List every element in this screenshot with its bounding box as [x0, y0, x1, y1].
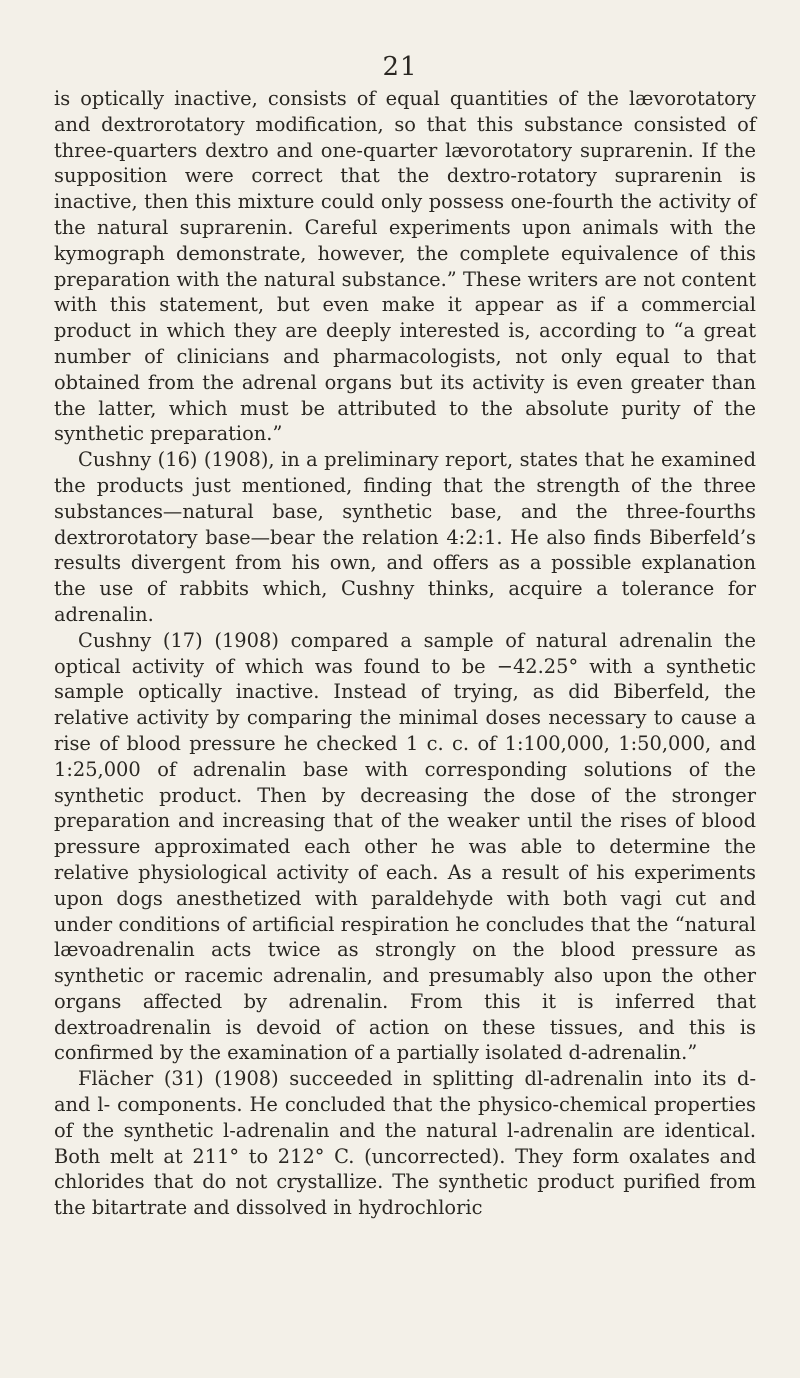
- paragraph-continuation: is optically inactive, consists of equal quantities of the lævorotatory and dextrorotatory modification, so that this substance consisted of three-quarters dextro and one-quarter lævorotatory suprarenin. If the supposition were correct that the dextro-rotatory suprarenin is inactive, then this mixture could only possess one-fourth the activity of the natural suprarenin. Careful experiments upon animals with the kymograph demonstrate, however, the complete equivalence of this preparation with the natural substance.” These writers are not content with this statement, but even make it appear as if a commercial product in which they are deeply interested is, according to “a great number of clinicians and pharmacologists, not only equal to that obtained from the adrenal organs but its activity is even greater than the latter, which must be attributed to the absolute purity of the synthetic preparation.”: [54, 87, 756, 446]
- page-number: 21: [382, 52, 418, 82]
- paragraph-cushny-17: Cushny (17) (1908) compared a sample of natural adrenalin the optical activity of which was found to be −42.25° with a synthetic sample optically inactive. Instead of trying, as did Biberfeld, the relative activity by comparing the minimal doses necessary to cause a rise of blood pressure he checked 1 c. c. of 1:100,000, 1:50,000, and 1:25,000 of adrenalin base with corresponding solutions of the synthetic product. Then by decreasing the dose of the stronger preparation and increasing that of the weaker until the rises of blood pressure approximated each other he was able to determine the relative physiological activity of each. As a result of his experiments upon dogs anesthetized with paraldehyde with both vagi cut and under conditions of artificial respiration he concludes that the “natural lævoadrenalin acts twice as strongly on the blood pressure as synthetic or racemic adrenalin, and presumably also upon the other organs affected by adrenalin. From this it is inferred that dextroadrenalin is devoid of action on these tissues, and this is confirmed by the examination of a partially isolated d-adrenalin.”: [54, 628, 756, 1065]
- body-text: [54, 86, 756, 1221]
- paragraph-flacher: Flächer (31) (1908) succeeded in splitting dl-adrenalin into its d- and l- components. He concluded that the physico-chemical properties of the synthetic l-adrenalin and the natural l-adrenalin are identical. Both melt at 211° to 212° C. (uncorrected). They form oxalates and chlorides that do not crystallize. The synthetic product purified from the bitartrate and dissolved in hydrochloric: [54, 1067, 756, 1220]
- paragraph-cushny-16: Cushny (16) (1908), in a preliminary report, states that he examined the products just mentioned, finding that the strength of the three substances—natural base, synthetic base, and the three-fourths dextrorotatory base—bear the relation 4:2:1. He also finds Biberfeld’s results divergent from his own, and offers as a possible explanation the use of rabbits which, Cushny thinks, acquire a tolerance for adrenalin.: [54, 448, 756, 626]
